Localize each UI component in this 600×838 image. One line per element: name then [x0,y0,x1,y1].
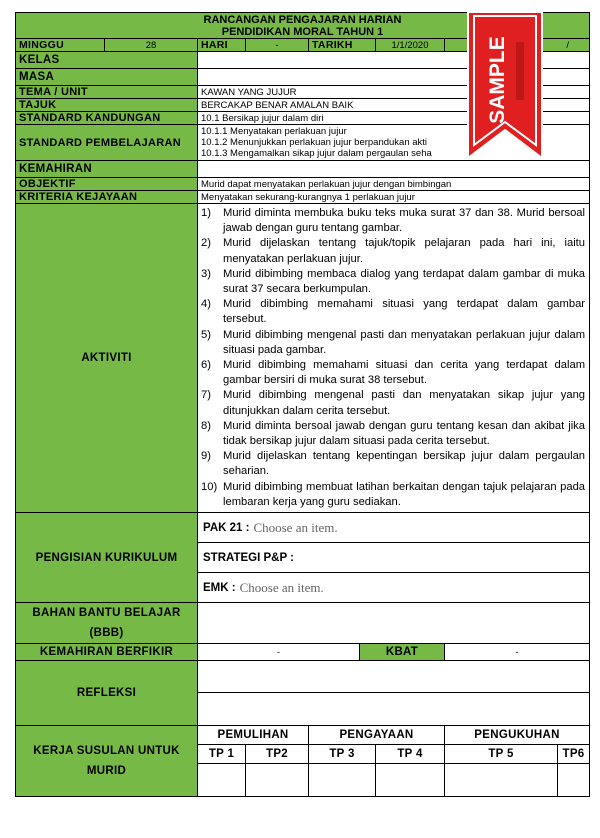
aktiviti-list [198,204,590,513]
aktiviti-item-number: 5) [201,328,211,341]
tp-header: TP6 [558,745,590,764]
kbat-label: KBAT [360,644,445,661]
aktiviti-item [201,449,585,479]
aktiviti-item [201,206,585,236]
kemahiran-label: KEMAHIRAN [16,161,198,178]
pengayaan-header: PENGAYAAN [309,726,445,745]
tp-cell [246,764,309,797]
emk-field [198,573,589,602]
tp-cell [309,764,376,797]
tp-header: TP2 [246,745,309,764]
berfikir-value: - [198,644,360,661]
aktiviti-item [201,328,585,358]
objektif-value: Murid dapat menyatakan perlakuan jujur dengan bimbingan [198,178,590,191]
aktiviti-item-text: Murid dibimbing mengenal pasti dan menyatakan perlakuan jujur dalam situasi pada gambar. [223,328,586,356]
aktiviti-item-number: 10) [201,480,218,493]
strategi-label: STRATEGI P&P : [203,551,294,564]
tp-cell [558,764,590,797]
sk-value: 10.1 Bersikap jujur dalam diri [198,112,590,125]
aktiviti-item [201,297,585,327]
tp-header: TP 1 [198,745,246,764]
stamp-strip [516,42,524,100]
kriteria-label: KRITERIA KEJAYAAN [16,191,198,204]
stamp-text: SAMPLE [486,36,509,124]
kbat-value: - [445,644,590,661]
trailing-slash: / [445,39,590,52]
hari-value: - [246,39,309,52]
tarikh-label: TARIKH [309,39,376,52]
aktiviti-item-number: 1) [201,207,211,219]
aktiviti-item-text: Murid dibimbing memahami situasi dan cerita yang terdapat dalam gambar bersiri di muka surat 38 tersebut. [223,359,586,387]
aktiviti-item [201,480,585,510]
aktiviti-item-number: 7) [201,389,211,402]
tp-header: TP 3 [309,745,376,764]
pemulihan-header: PEMULIHAN [198,726,309,745]
sample-stamp [465,12,545,164]
pengukuhan-header: PENGUKUHAN [445,726,590,745]
aktiviti-item-text: Murid dijelaskan tentang kepentingan bersikap jujur dalam pergaulan seharian. [223,450,586,478]
rph-sheet [15,12,589,805]
kelas-label: KELAS [16,52,198,69]
hari-label: HARI [198,39,246,52]
aktiviti-item-text: Murid diminta bersoal jawab dengan guru tentang kesan dan akibat jika tidak bersikap jujur dalam situasi pada cerita tersebut. [223,419,586,448]
aktiviti-item-text: Murid dibimbing memahami situasi yang terdapat dalam gambar tersebut. [223,298,586,326]
refleksi-line [198,693,589,725]
strategi-field [198,543,589,573]
objektif-label: OBJEKTIF [16,178,198,191]
kerja-susulan-line-1: KERJA SUSULAN UNTUK [33,745,180,758]
bbb-label-line-1: BAHAN BANTU BELAJAR [32,607,181,620]
kurikulum-fields [198,513,590,603]
bbb-label [16,603,198,644]
aktiviti-items [201,206,585,510]
aktiviti-item-number: 8) [201,419,211,432]
aktiviti-item [201,236,585,266]
kurikulum-label: PENGISIAN KURIKULUM [16,513,198,603]
kerja-susulan-line-2: MURID [86,765,127,778]
tp-cell [445,764,558,797]
sp-item: 10.1.2 Menunjukkan perlakuan jujur berpandukan akti [201,137,428,148]
aktiviti-item-number: 2) [201,237,211,250]
aktiviti-item-number: 4) [201,298,211,311]
aktiviti-label: AKTIVITI [16,204,198,513]
tp-header: TP 5 [445,745,558,764]
refleksi-label: REFLEKSI [16,661,198,726]
aktiviti-item-number: 6) [201,359,211,372]
title-line-2: PENDIDIKAN MORAL TAHUN 1 [221,25,384,38]
aktiviti-item-text: Murid dibimbing membuat latihan berkaitan dengan tajuk pelajaran pada lembaran kerja yang guru sediakan. [223,480,586,508]
aktiviti-item-text: Murid dijelaskan tentang tajuk/topik pelajaran pada hari ini, iaitu menyatakan perlakuan jujur. [223,237,586,265]
pak21-select[interactable]: Choose an item. [253,519,338,535]
aktiviti-item [201,358,585,388]
minggu-value: 28 [105,39,198,52]
tema-label: TEMA / UNIT [16,86,198,99]
aktiviti-item-number: 9) [201,450,211,463]
refleksi-line [198,661,589,693]
tajuk-value: BERCAKAP BENAR AMALAN BAIK [198,99,590,112]
tajuk-label: TAJUK [16,99,198,112]
bbb-label-line-2: (BBB) [89,627,124,640]
sp-label: STANDARD PEMBELAJARAN [16,125,198,161]
sp-item: 10.1.3 Mengamalkan sikap jujur dalam pergaulan seha [201,148,432,159]
emk-label: EMK : [203,581,236,594]
tarikh-value: 1/1/2020 [376,39,445,52]
emk-select[interactable]: Choose an item. [239,579,324,595]
tp-cell [376,764,445,797]
aktiviti-item [201,419,585,449]
pak21-label: PAK 21 : [203,521,250,534]
title-line-1: RANCANGAN PENGAJARAN HARIAN [203,13,402,26]
aktiviti-item-text: Murid diminta membuka buku teks muka surat 37 dan 38. Murid bersoal jawab dengan guru tentang gambar. [223,207,586,235]
aktiviti-item-text: Murid dibimbing membaca dialog yang terdapat dalam gambar di muka surat 37 secara berkumpulan. [223,267,586,296]
tp-cell [198,764,246,797]
sp-item: 10.1.1 Menyatakan perlakuan jujur [201,126,347,137]
refleksi-value [198,661,590,726]
kriteria-value: Menyatakan sekurang-kurangnya 1 perlakuan jujur [198,191,590,204]
aktiviti-item-text: Murid dibimbing mengenal pasti dan menyatakan sikap jujur yang ditunjukkan dalam cerita tersebut. [223,389,586,417]
berfikir-label: KEMAHIRAN BERFIKIR [16,644,198,661]
bbb-value [198,603,590,644]
aktiviti-item [201,267,585,297]
tema-value: KAWAN YANG JUJUR [198,86,590,99]
pak21-field [198,513,589,543]
tp-header: TP 4 [376,745,445,764]
sk-label: STANDARD KANDUNGAN [16,112,198,125]
aktiviti-item-number: 3) [201,267,211,280]
minggu-label: MINGGU [16,39,105,52]
kerja-susulan-label [16,726,198,797]
masa-label: MASA [16,69,198,86]
aktiviti-item [201,388,585,418]
